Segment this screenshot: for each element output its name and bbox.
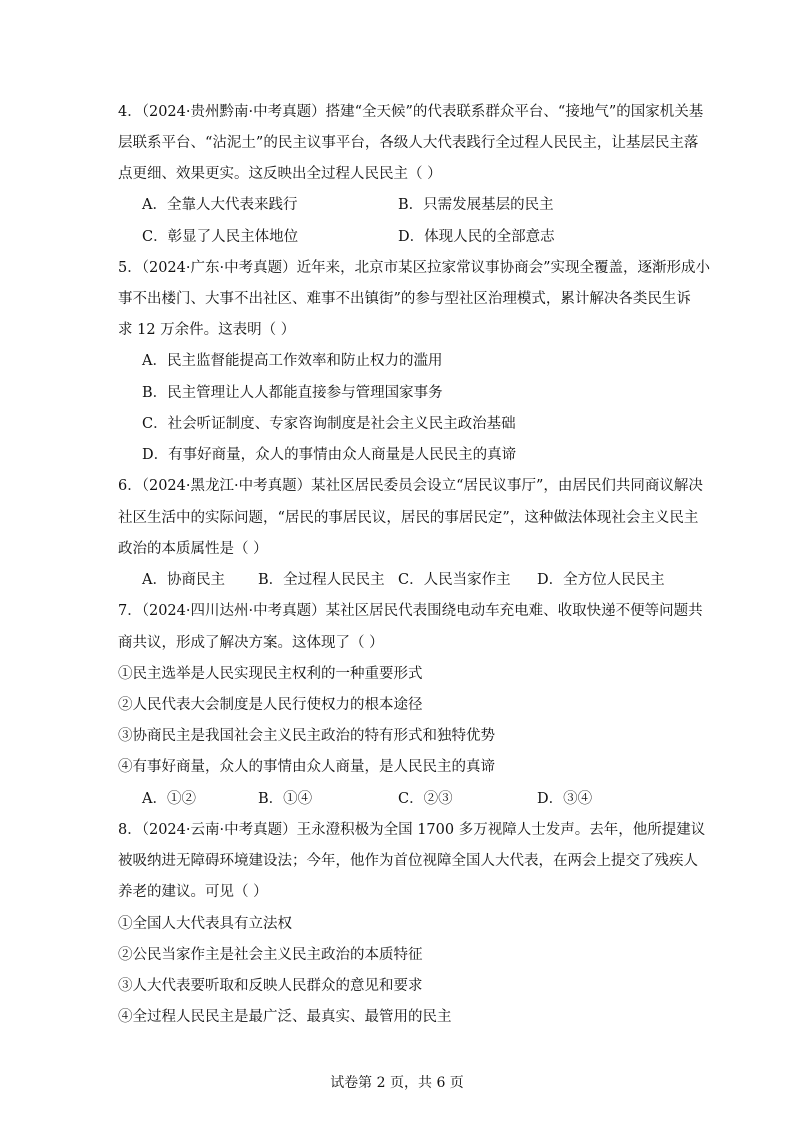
- question-6-option-b[interactable]: B．全过程人民民主: [258, 572, 385, 588]
- question-4-option-a[interactable]: A．全靠人大代表来践行: [142, 197, 298, 213]
- question-7-option-b[interactable]: B．①④: [258, 791, 313, 807]
- question-6-stem-line-1: 6．（2024·黑龙江·中考真题）某社区居民委员会设立“居民议事厅”，由居民们共同商议解决: [118, 478, 703, 494]
- page-footer: 试卷第 2 页，共 6 页: [330, 1075, 464, 1091]
- question-7-statement-2: ②人民代表大会制度是人民行使权力的根本途径: [118, 697, 423, 713]
- question-4-stem-line-1: 4．（2024·贵州黔南·中考真题）搭建“全天候”的代表联系群众平台、“接地气”的国家机关基: [118, 104, 704, 120]
- question-5-stem-line-3: 求 12 万余件。这表明（ ）: [118, 322, 296, 338]
- question-7-statement-1: ①民主选举是人民实现民主权利的一种重要形式: [118, 666, 423, 682]
- question-5-stem-line-2: 事不出楼门、大事不出社区、难事不出镇街”的参与型社区治理模式，累计解决各类民生诉: [118, 291, 691, 307]
- question-6-option-a[interactable]: A．协商民主: [142, 572, 225, 588]
- question-5-option-c[interactable]: C．社会听证制度、专家咨询制度是社会主义民主政治基础: [142, 416, 516, 432]
- question-7-option-d[interactable]: D．③④: [537, 791, 593, 807]
- question-5-option-a[interactable]: A．民主监督能提高工作效率和防止权力的滥用: [142, 353, 443, 369]
- question-8-stem-line-3: 养老的建议。可见（ ）: [118, 884, 268, 900]
- question-7-statement-4: ④有事好商量，众人的事情由众人商量，是人民民主的真谛: [118, 759, 495, 775]
- question-4-option-d[interactable]: D．体现人民的全部意志: [398, 229, 555, 245]
- question-4-option-c[interactable]: C．彰显了人民主体地位: [142, 229, 299, 245]
- question-8-statement-4: ④全过程人民民主是最广泛、最真实、最管用的民主: [118, 1009, 452, 1025]
- question-5-option-b[interactable]: B．民主管理让人人都能直接参与管理国家事务: [142, 385, 443, 401]
- question-8-statement-3: ③人大代表要听取和反映人民群众的意见和要求: [118, 978, 423, 994]
- question-4-stem-line-2: 层联系平台、“沾泥土”的民主议事平台，各级人大代表践行全过程人民民主，让基层民主落: [118, 135, 699, 151]
- question-5-option-d[interactable]: D．有事好商量，众人的事情由众人商量是人民民主的真谛: [142, 447, 517, 463]
- question-7-statement-3: ③协商民主是我国社会主义民主政治的特有形式和独特优势: [118, 728, 495, 744]
- question-7-stem-line-1: 7．（2024·四川达州·中考真题）某社区居民代表围绕电动车充电难、收取快递不便等问题共: [118, 603, 703, 619]
- question-7-stem-line-2: 商共议，形成了解决方案。这体现了（ ）: [118, 635, 384, 651]
- question-8-stem-line-1: 8．（2024·云南·中考真题）王永澄积极为全国 1700 多万视障人士发声。去年，他所提建议: [118, 822, 706, 838]
- question-4-stem-line-3: 点更细、效果更实。这反映出全过程人民民主（ ）: [118, 166, 442, 182]
- question-8-statement-1: ①全国人大代表具有立法权: [118, 916, 292, 932]
- question-6-option-d[interactable]: D．全方位人民民主: [537, 572, 665, 588]
- question-8-statement-2: ②公民当家作主是社会主义民主政治的本质特征: [118, 947, 423, 963]
- question-4-option-b[interactable]: B．只需发展基层的民主: [398, 197, 554, 213]
- question-7-option-c[interactable]: C．②③: [398, 791, 453, 807]
- question-8-stem-line-2: 被吸纳进无障碍环境建设法；今年，他作为首位视障全国人大代表，在两会上提交了残疾人: [118, 853, 698, 869]
- question-7-option-a[interactable]: A．①②: [142, 791, 196, 807]
- question-6-stem-line-2: 社区生活中的实际问题，“居民的事居民议，居民的事居民定”，这种做法体现社会主义民主: [118, 510, 699, 526]
- question-6-option-c[interactable]: C．人民当家作主: [398, 572, 511, 588]
- question-5-stem-line-1: 5．（2024·广东·中考真题）近年来，北京市某区拉家常议事协商会”实现全覆盖，逐渐形成小: [118, 260, 711, 276]
- question-6-stem-line-3: 政治的本质属性是（ ）: [118, 541, 268, 557]
